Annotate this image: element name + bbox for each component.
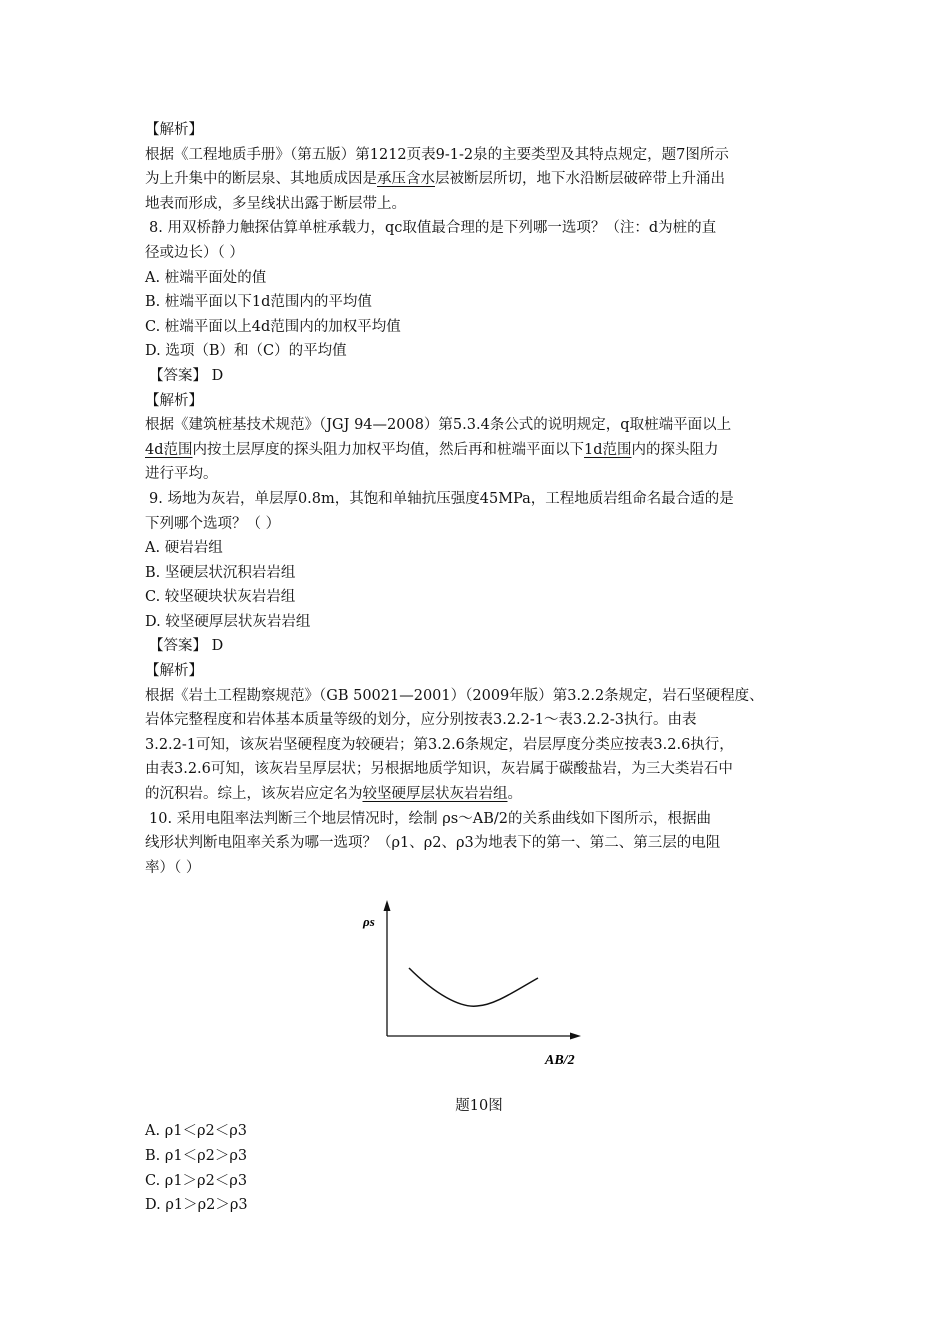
document-page [145, 118, 813, 1218]
q10-question-line-2: 线形状判断电阻率关系为哪一选项？（ρ1、ρ2、ρ3为地表下的第一、第二、第三层的电阻 [145, 835, 721, 852]
q8-analysis-line-3: 进行平均。 [145, 466, 218, 483]
q10-figure [145, 886, 813, 1091]
q8-option-a: A. 桩端平面处的值 [145, 269, 267, 286]
q9-analysis-line-1: 根据《岩土工程勘察规范》（GB 50021—2001）（2009年版）第3.2.2条规定，岩石坚硬程度、 [145, 687, 764, 704]
resistivity-curve-diagram [365, 886, 595, 1086]
q8-question-line-1: 8. 用双桥静力触探估算单桩承载力，qc取值最合理的是下列哪一选项？（注：d为桩的直 [149, 220, 717, 237]
q9-option-d: D. 较坚硬厚层状灰岩岩组 [145, 613, 311, 630]
q10-question-line-1: 10. 采用电阻率法判断三个地层情况时，绘制 ρs～AB/2的关系曲线如下图所示，根据曲 [149, 810, 711, 827]
figure-caption: 题10图 [455, 1098, 503, 1115]
q9-analysis-heading: 【解析】 [145, 663, 203, 680]
q9-analysis-line-5: 的沉积岩。综上，该灰岩应定名为较坚硬厚层状灰岩岩组。 [145, 786, 522, 803]
q7-analysis-heading: 【解析】 [145, 122, 203, 138]
underlined-term: 4d范围 [145, 441, 193, 458]
q9-question-line-1: 9. 场地为灰岩，单层厚0.8m，其饱和单轴抗压强度45MPa，工程地质岩组命名最合适的是 [149, 490, 734, 507]
q8-option-b: B. 桩端平面以下1d范围内的平均值 [145, 294, 372, 311]
q9-analysis-line-3: 3.2.2-1可知，该灰岩坚硬程度为较硬岩；第3.2.6条规定，岩层厚度分类应按表3.2.6执行， [145, 736, 734, 753]
underlined-term: 较坚硬厚层状灰岩岩组 [362, 786, 508, 803]
q8-analysis-line-1: 根据《建筑桩基技术规范》（JGJ 94—2008）第5.3.4条公式的说明规定，q取桩端平面以上 [145, 417, 732, 434]
q10-option-d: D. ρ1＞ρ2＞ρ3 [145, 1197, 248, 1214]
x-axis-label: AB/2 [545, 1053, 575, 1069]
q10-option-a: A. ρ1＜ρ2＜ρ3 [145, 1123, 247, 1140]
q10-question-line-3: 率）（ ） [145, 859, 201, 876]
q9-question-line-2: 下列哪个选项？（ ） [145, 515, 281, 532]
q7-analysis-line-3: 地表而形成，多呈线状出露于断层带上。 [145, 195, 406, 212]
q8-question-line-2: 径或边长）（ ） [145, 244, 244, 261]
q9-analysis-line-2: 岩体完整程度和岩体基本质量等级的划分，应分别按表3.2.2-1～表3.2.2-3执行。由表 [145, 712, 697, 729]
q9-option-a: A. 硬岩岩组 [145, 540, 223, 557]
q7-analysis-line-2: 为上升集中的断层泉、其地质成因是承压含水层被断层所切，地下水沿断层破碎带上升涌出 [145, 171, 725, 188]
q8-analysis-heading: 【解析】 [145, 392, 203, 409]
underlined-term: 1d范围 [584, 441, 632, 458]
q8-option-d: D. 选项（B）和（C）的平均值 [145, 343, 347, 360]
q10-option-c: C. ρ1＞ρ2＜ρ3 [145, 1172, 248, 1189]
q10-option-b: B. ρ1＜ρ2＞ρ3 [145, 1148, 248, 1164]
q8-answer: 【答案】 D [149, 367, 224, 384]
q7-analysis-line-1: 根据《工程地质手册》（第五版）第1212页表9-1-2泉的主要类型及其特点规定，题7图所示 [145, 146, 729, 163]
resistivity-curve [409, 968, 538, 1006]
y-axis-arrow [384, 900, 391, 911]
q9-answer: 【答案】 D [149, 638, 224, 655]
q8-option-c: C. 桩端平面以上4d范围内的加权平均值 [145, 318, 401, 335]
y-axis-label: ρs [363, 914, 375, 930]
x-axis-arrow [570, 1033, 581, 1040]
q9-analysis-line-4: 由表3.2.6可知，该灰岩呈厚层状；另根据地质学知识，灰岩属于碳酸盐岩，为三大类岩石中 [145, 761, 733, 778]
q9-option-c: C. 较坚硬块状灰岩岩组 [145, 589, 296, 606]
underlined-term: 承压含水 [377, 171, 435, 188]
q8-analysis-line-2: 4d范围内按土层厚度的探头阻力加权平均值，然后再和桩端平面以下1d范围内的探头阻力 [145, 441, 719, 458]
q9-option-b: B. 坚硬层状沉积岩岩组 [145, 564, 296, 581]
